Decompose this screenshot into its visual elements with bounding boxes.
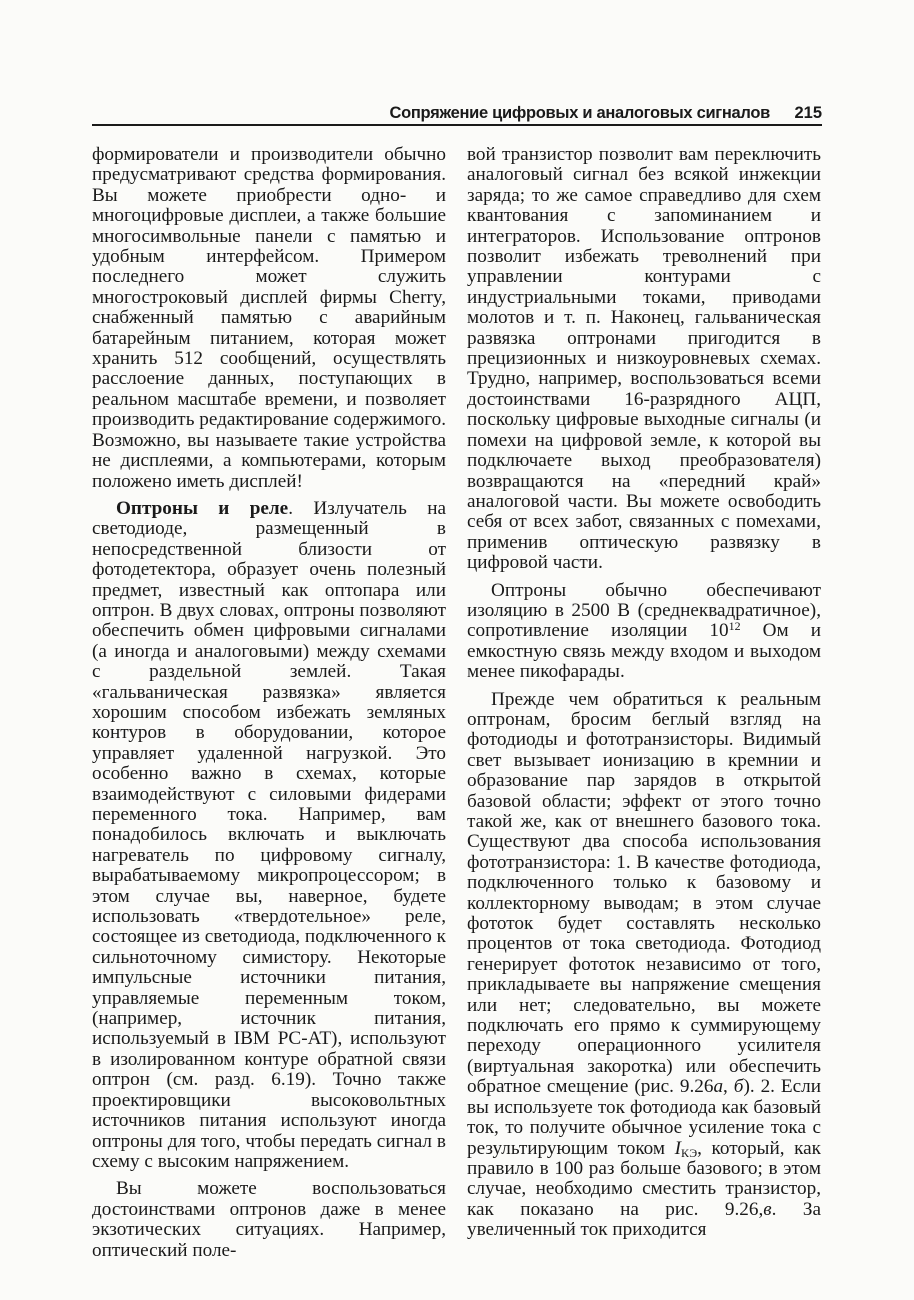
running-header-title: Сопряжение цифровых и аналоговых сигналов — [389, 104, 770, 122]
run-in-heading: Оптроны и реле — [116, 497, 289, 519]
paragraph-text: Излучатель на светодиоде, размещенный в непосредственной близости от фотодетектора, образует очень полезный предмет, известный как оптопара или оптрон. В двух словах, оптроны позволяют обеспечить обмен цифровыми сигналами (а иногда и аналоговыми) между схемами с раздельной землей. Такая «гальваническая развязка» является хорошим способом избежать земляных контуров в оборудовании, которое управляет удаленной нагрузкой. Это особенно важно в схемах, которые взаимодействуют с силовыми фидерами переменного тока. Например, вам понадобилось включать и выключать нагреватель по цифровому сигналу, вырабатываемому микропроцессором; в этом случае вы, наверное, будете использовать «твердотельное» реле, состоящее из светодиода, подключенного к сильноточному симистору. Некоторые импульсные источники питания, управляемые переменным током, (например, источник питания, используемый в IBM PC-AT), используют в изолированном контуре обратной связи оптрон (см. разд. 6.19). Точно также проектировщики высоковольтных источников питания используют иногда оптроны для того, чтобы передать сигнал в схему с высоким напряжением. — [92, 497, 446, 1172]
current-subscript: КЭ — [681, 1145, 698, 1160]
current-symbol: I — [674, 1137, 682, 1159]
figure-ref: а — [713, 1076, 724, 1098]
paragraph: вой транзистор позволит вам переключить аналоговый сигнал без всякой инжекции заряда; то же самое справедливо для схем квантования с запоминанием и интеграторов. Использование оптронов позволит избежать треволнений при управлении контурами с индустриальными токами, приводами молотов и т. п. Наконец, гальваническая развязка оптронами пригодится в прецизионных и низкоуровневых схемах. Трудно, например, воспользоваться всеми достоинствами 16-разрядного АЦП, поскольку цифровые выходные сигналы (и помехи на цифровой земле, к которой вы подключаете выход преобразователя) возвращаются на «передний край» аналоговой части. Вы можете освободить себя от всех забот, связанных с помехами, применив оптическую развязку в цифровой части. — [467, 144, 821, 574]
right-column — [467, 145, 821, 1241]
figure-ref: б — [733, 1076, 744, 1098]
left-column — [92, 145, 446, 1261]
paragraph-photodiodes — [467, 690, 821, 1241]
paragraph-text: , который, как правило в 100 раз больше базового; в этом случае, необходимо сместить транзистор, как показано на рис. 9.26, — [467, 1137, 821, 1220]
page-number: 215 — [794, 104, 822, 122]
running-header — [92, 100, 822, 126]
separator: , — [723, 1076, 734, 1098]
header-rule — [92, 124, 822, 126]
paragraph-text: Оптроны обычно обеспечивают изоляцию в 2500 В (среднеквадратичное), сопротивление изоляции 10 — [467, 579, 821, 642]
figure-ref: в — [763, 1198, 772, 1220]
paragraph-text: . За увеличенный ток приходится — [467, 1198, 821, 1241]
exponent: 12 — [728, 619, 741, 634]
paragraph-text: ). 2. Если вы используете ток фотодиода как базовый ток, то получите обычное усиление тока с результирующим током — [467, 1076, 821, 1159]
paragraph-text: Прежде чем обратиться к реальным оптронам, бросим беглый взгляд на фотодиоды и фототранзисторы. Видимый свет вызывает ионизацию в кремнии и образование пар зарядов в открытой базовой области; эффект от этого точно такой же, как от внешнего базового тока. Существуют два способа использования фототранзистора: 1. В качестве фотодиода, подключенного только к базовому и коллекторному выводам; в этом случае фототок будет составлять несколько процентов от тока светодиода. Фотодиод генерирует фототок независимо от того, прикладываете вы напряжение смещения или нет; следовательно, вы можете подключать его прямо к суммирующему переходу операционного усилителя (виртуальная закоротка) или обеспечить обратное смещение (рис. 9.26 — [467, 688, 821, 1098]
paragraph: Вы можете воспользоваться достоинствами оптронов даже в менее экзотических ситуациях. Например, оптический поле- — [92, 1178, 446, 1261]
paragraph-optrons: Оптроны и реле. Излучатель на светодиоде, размещенный в непосредственной близости от фотодетектора, образует очень полезный предмет, известный как оптопара или оптрон. В двух словах, оптроны позволяют обеспечить обмен цифровыми сигналами (а иногда и аналоговыми) между схемами с раздельной землей. Такая «гальваническая развязка» является хорошим способом избежать земляных контуров в оборудовании, которое управляет удаленной нагрузкой. Это особенно важно в схемах, которые взаимодействуют с силовыми фидерами переменного тока. Например, вам понадобилось включать и выключать нагреватель по цифровому сигналу, вырабатываемому микропроцессором; в этом случае вы, наверное, будете использовать «твердотельное» реле, состоящее из светодиода, подключенного к сильноточному симистору. Некоторые импульсные источники питания, управляемые переменным током, (например, источник питания, используемый в IBM PC-AT), используют в изолированном контуре обратной связи оптрон (см. разд. 6.19). Точно также проектировщики высоковольтных источников питания используют иногда оптроны для того, чтобы передать сигнал в схему с высоким напряжением. — [92, 497, 446, 1172]
paragraph-text: Ом и емкостную связь между входом и выходом менее пикофарады. — [467, 620, 821, 683]
paragraph: формирователи и производители обычно предусматривают средства формирования. Вы можете приобрести одно- и многоцифровые дисплеи, а также большие многосимвольные панели с памятью и удобным интерфейсом. Примером последнего может служить многостроковый дисплей фирмы Cherry, снабженный памятью с аварийным батарейным питанием, которая может хранить 512 сообщений, осуществлять расслоение данных, поступающих в реальном масштабе времени, и позволяет производить редактирование содержимого. Возможно, вы называете такие устройства не дисплеями, а компьютерами, которым положено иметь дисплей! — [92, 144, 446, 492]
paragraph-isolation — [467, 581, 821, 683]
